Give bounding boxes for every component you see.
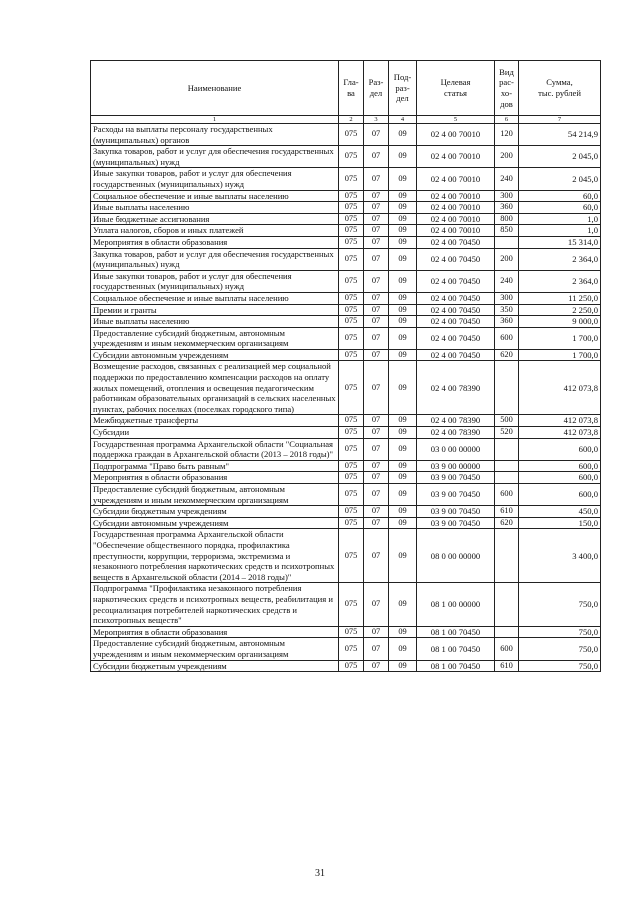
cell-name: Подпрограмма "Профилактика незаконного потребления наркотических средств и психотропных веществ, реабилитация и ресоциализация потребителей наркотических средств и психотропных веществ" — [91, 583, 339, 626]
cell-tselevaya: 08 1 00 70450 — [417, 660, 495, 672]
table-row — [91, 213, 601, 225]
cell-vid: 300 — [495, 190, 519, 202]
table-row — [91, 660, 601, 672]
cell-podrazdel: 09 — [389, 124, 417, 146]
cell-razdel: 07 — [364, 270, 389, 292]
cell-podrazdel: 09 — [389, 415, 417, 427]
table-row — [91, 316, 601, 328]
cell-vid: 300 — [495, 292, 519, 304]
cell-summa: 54 214,9 — [519, 124, 601, 146]
cell-razdel: 07 — [364, 292, 389, 304]
cell-tselevaya: 03 9 00 70450 — [417, 484, 495, 506]
cell-razdel: 07 — [364, 349, 389, 361]
table-row — [91, 361, 601, 415]
cell-summa: 2 364,0 — [519, 270, 601, 292]
cell-tselevaya: 02 4 00 70010 — [417, 202, 495, 214]
cell-razdel: 07 — [364, 202, 389, 214]
cell-podrazdel: 09 — [389, 427, 417, 439]
cell-vid — [495, 583, 519, 626]
cell-glava: 075 — [339, 506, 364, 518]
cell-name: Уплата налогов, сборов и иных платежей — [91, 225, 339, 237]
cell-name: Предоставление субсидий бюджетным, автономным учреждениям и иным некоммерческим организациям — [91, 638, 339, 660]
table-row — [91, 349, 601, 361]
cell-podrazdel: 09 — [389, 236, 417, 248]
cell-tselevaya: 03 0 00 00000 — [417, 438, 495, 460]
cell-tselevaya: 02 4 00 78390 — [417, 415, 495, 427]
cell-razdel: 07 — [364, 660, 389, 672]
cell-vid: 610 — [495, 660, 519, 672]
table-header-row — [91, 61, 601, 116]
cell-razdel: 07 — [364, 327, 389, 349]
cell-vid: 240 — [495, 168, 519, 190]
cell-razdel: 07 — [364, 427, 389, 439]
cell-podrazdel: 09 — [389, 292, 417, 304]
column-number: 3 — [364, 116, 389, 124]
cell-name: Закупка товаров, работ и услуг для обеспечения государственных (муниципальных) нужд — [91, 248, 339, 270]
cell-glava: 075 — [339, 190, 364, 202]
cell-podrazdel: 09 — [389, 202, 417, 214]
cell-name: Предоставление субсидий бюджетным, автономным учреждениям и иным некоммерческим организациям — [91, 327, 339, 349]
table-row — [91, 638, 601, 660]
cell-name: Предоставление субсидий бюджетным, автономным учреждениям и иным некоммерческим организациям — [91, 484, 339, 506]
cell-glava: 075 — [339, 484, 364, 506]
cell-podrazdel: 09 — [389, 660, 417, 672]
cell-tselevaya: 02 4 00 70450 — [417, 327, 495, 349]
cell-glava: 075 — [339, 236, 364, 248]
cell-razdel: 07 — [364, 146, 389, 168]
cell-podrazdel: 09 — [389, 484, 417, 506]
cell-glava: 075 — [339, 638, 364, 660]
cell-podrazdel: 09 — [389, 638, 417, 660]
cell-razdel: 07 — [364, 190, 389, 202]
cell-glava: 075 — [339, 660, 364, 672]
cell-podrazdel: 09 — [389, 460, 417, 472]
cell-glava: 075 — [339, 583, 364, 626]
cell-vid: 350 — [495, 304, 519, 316]
cell-name: Субсидии — [91, 427, 339, 439]
cell-razdel: 07 — [364, 583, 389, 626]
cell-podrazdel: 09 — [389, 304, 417, 316]
cell-summa: 600,0 — [519, 460, 601, 472]
cell-name: Иные выплаты населению — [91, 316, 339, 328]
header-tselevaya: Целевая статья — [417, 61, 495, 116]
table-row — [91, 438, 601, 460]
table-row — [91, 484, 601, 506]
cell-podrazdel: 09 — [389, 529, 417, 583]
cell-glava: 075 — [339, 146, 364, 168]
cell-vid — [495, 361, 519, 415]
cell-vid: 120 — [495, 124, 519, 146]
cell-summa: 1 700,0 — [519, 327, 601, 349]
cell-podrazdel: 09 — [389, 190, 417, 202]
cell-vid: 240 — [495, 270, 519, 292]
cell-vid: 200 — [495, 146, 519, 168]
cell-summa: 412 073,8 — [519, 415, 601, 427]
cell-name: Мероприятия в области образования — [91, 236, 339, 248]
header-vid: Вид рас- хо- дов — [495, 61, 519, 116]
cell-razdel: 07 — [364, 236, 389, 248]
cell-podrazdel: 09 — [389, 248, 417, 270]
table-row — [91, 190, 601, 202]
cell-podrazdel: 09 — [389, 146, 417, 168]
table-row — [91, 168, 601, 190]
cell-razdel: 07 — [364, 517, 389, 529]
cell-razdel: 07 — [364, 529, 389, 583]
cell-tselevaya: 02 4 00 78390 — [417, 361, 495, 415]
column-number: 2 — [339, 116, 364, 124]
cell-podrazdel: 09 — [389, 349, 417, 361]
cell-razdel: 07 — [364, 626, 389, 638]
budget-table-container — [90, 60, 600, 672]
page-number: 31 — [315, 868, 325, 879]
cell-name: Иные закупки товаров, работ и услуг для обеспечения государственных (муниципальных) нужд — [91, 270, 339, 292]
cell-name: Иные закупки товаров, работ и услуг для обеспечения государственных (муниципальных) нужд — [91, 168, 339, 190]
cell-tselevaya: 02 4 00 70010 — [417, 124, 495, 146]
cell-summa: 412 073,8 — [519, 361, 601, 415]
cell-tselevaya: 08 1 00 70450 — [417, 638, 495, 660]
cell-name: Социальное обеспечение и иные выплаты населению — [91, 190, 339, 202]
cell-tselevaya: 02 4 00 70010 — [417, 146, 495, 168]
cell-summa: 3 400,0 — [519, 529, 601, 583]
cell-podrazdel: 09 — [389, 316, 417, 328]
cell-tselevaya: 02 4 00 70450 — [417, 349, 495, 361]
cell-name: Социальное обеспечение и иные выплаты населению — [91, 292, 339, 304]
cell-summa: 2 250,0 — [519, 304, 601, 316]
cell-razdel: 07 — [364, 124, 389, 146]
cell-razdel: 07 — [364, 316, 389, 328]
table-row — [91, 472, 601, 484]
table-row — [91, 427, 601, 439]
budget-table — [90, 60, 601, 672]
cell-podrazdel: 09 — [389, 583, 417, 626]
cell-tselevaya: 02 4 00 70450 — [417, 236, 495, 248]
cell-tselevaya: 03 9 00 00000 — [417, 460, 495, 472]
column-number: 5 — [417, 116, 495, 124]
cell-podrazdel: 09 — [389, 270, 417, 292]
table-row — [91, 146, 601, 168]
column-number: 4 — [389, 116, 417, 124]
cell-podrazdel: 09 — [389, 626, 417, 638]
cell-tselevaya: 03 9 00 70450 — [417, 506, 495, 518]
cell-name: Иные бюджетные ассигнования — [91, 213, 339, 225]
header-razdel: Раз- дел — [364, 61, 389, 116]
cell-summa: 600,0 — [519, 472, 601, 484]
cell-summa: 600,0 — [519, 484, 601, 506]
table-row — [91, 460, 601, 472]
cell-glava: 075 — [339, 327, 364, 349]
cell-vid: 500 — [495, 415, 519, 427]
cell-summa: 9 000,0 — [519, 316, 601, 328]
cell-name: Премии и гранты — [91, 304, 339, 316]
cell-summa: 750,0 — [519, 660, 601, 672]
cell-vid: 800 — [495, 213, 519, 225]
cell-vid — [495, 460, 519, 472]
cell-summa: 600,0 — [519, 438, 601, 460]
table-row — [91, 415, 601, 427]
cell-summa: 11 250,0 — [519, 292, 601, 304]
header-podrazdel: Под- раз- дел — [389, 61, 417, 116]
cell-summa: 1,0 — [519, 225, 601, 237]
cell-glava: 075 — [339, 517, 364, 529]
cell-tselevaya: 02 4 00 70010 — [417, 225, 495, 237]
cell-name: Субсидии бюджетным учреждениям — [91, 506, 339, 518]
cell-glava: 075 — [339, 168, 364, 190]
cell-podrazdel: 09 — [389, 361, 417, 415]
cell-vid: 610 — [495, 506, 519, 518]
cell-vid: 200 — [495, 248, 519, 270]
cell-tselevaya: 03 9 00 70450 — [417, 472, 495, 484]
cell-name: Государственная программа Архангельской области "Обеспечение общественного порядка, профилактика преступности, коррупции, терроризма, экстремизма и незаконного потребления наркотических средств и психотропных веществ в Архангельской области (2014 – 2018 годы)" — [91, 529, 339, 583]
cell-summa: 1 700,0 — [519, 349, 601, 361]
cell-summa: 2 045,0 — [519, 168, 601, 190]
cell-summa: 60,0 — [519, 190, 601, 202]
cell-podrazdel: 09 — [389, 213, 417, 225]
cell-vid: 520 — [495, 427, 519, 439]
cell-name: Субсидии автономным учреждениям — [91, 517, 339, 529]
table-body — [91, 124, 601, 672]
cell-tselevaya: 02 4 00 70010 — [417, 213, 495, 225]
cell-glava: 075 — [339, 248, 364, 270]
cell-tselevaya: 08 1 00 00000 — [417, 583, 495, 626]
cell-podrazdel: 09 — [389, 225, 417, 237]
cell-summa: 412 073,8 — [519, 427, 601, 439]
cell-glava: 075 — [339, 225, 364, 237]
cell-vid: 600 — [495, 638, 519, 660]
cell-podrazdel: 09 — [389, 517, 417, 529]
cell-razdel: 07 — [364, 638, 389, 660]
cell-podrazdel: 09 — [389, 168, 417, 190]
cell-tselevaya: 02 4 00 70010 — [417, 190, 495, 202]
table-row — [91, 626, 601, 638]
cell-name: Межбюджетные трансферты — [91, 415, 339, 427]
cell-summa: 2 364,0 — [519, 248, 601, 270]
table-row — [91, 124, 601, 146]
cell-glava: 075 — [339, 529, 364, 583]
cell-name: Подпрограмма "Право быть равным" — [91, 460, 339, 472]
cell-razdel: 07 — [364, 213, 389, 225]
table-row — [91, 270, 601, 292]
cell-tselevaya: 02 4 00 70450 — [417, 292, 495, 304]
cell-vid: 620 — [495, 517, 519, 529]
cell-summa: 150,0 — [519, 517, 601, 529]
cell-razdel: 07 — [364, 304, 389, 316]
cell-name: Субсидии бюджетным учреждениям — [91, 660, 339, 672]
cell-summa: 750,0 — [519, 626, 601, 638]
cell-name: Расходы на выплаты персоналу государственных (муниципальных) органов — [91, 124, 339, 146]
table-row — [91, 225, 601, 237]
cell-vid — [495, 626, 519, 638]
cell-glava: 075 — [339, 472, 364, 484]
cell-glava: 075 — [339, 626, 364, 638]
cell-razdel: 07 — [364, 225, 389, 237]
cell-name: Мероприятия в области образования — [91, 626, 339, 638]
cell-summa: 15 314,0 — [519, 236, 601, 248]
cell-summa: 1,0 — [519, 213, 601, 225]
cell-vid: 850 — [495, 225, 519, 237]
cell-summa: 750,0 — [519, 583, 601, 626]
header-glava: Гла- ва — [339, 61, 364, 116]
column-number: 7 — [519, 116, 601, 124]
cell-tselevaya: 03 9 00 70450 — [417, 517, 495, 529]
cell-podrazdel: 09 — [389, 327, 417, 349]
cell-glava: 075 — [339, 438, 364, 460]
cell-glava: 075 — [339, 124, 364, 146]
cell-razdel: 07 — [364, 438, 389, 460]
cell-vid: 600 — [495, 484, 519, 506]
table-row — [91, 304, 601, 316]
cell-razdel: 07 — [364, 460, 389, 472]
cell-glava: 075 — [339, 213, 364, 225]
table-row — [91, 236, 601, 248]
header-name: Наименование — [91, 61, 339, 116]
cell-vid: 600 — [495, 327, 519, 349]
cell-glava: 075 — [339, 361, 364, 415]
cell-podrazdel: 09 — [389, 438, 417, 460]
cell-name: Закупка товаров, работ и услуг для обеспечения государственных (муниципальных) нужд — [91, 146, 339, 168]
cell-vid — [495, 236, 519, 248]
table-row — [91, 517, 601, 529]
column-number: 1 — [91, 116, 339, 124]
cell-podrazdel: 09 — [389, 506, 417, 518]
cell-glava: 075 — [339, 202, 364, 214]
cell-tselevaya: 02 4 00 78390 — [417, 427, 495, 439]
cell-tselevaya: 08 1 00 70450 — [417, 626, 495, 638]
cell-summa: 450,0 — [519, 506, 601, 518]
cell-glava: 075 — [339, 292, 364, 304]
cell-glava: 075 — [339, 349, 364, 361]
cell-name: Возмещение расходов, связанных с реализацией мер социальной поддержки по предоставлению компенсации расходов на оплату жилых помещений, отопления и освещения педагогическим работникам образовательных организаций в сельских населенных пунктах, рабочих поселках (поселках городского типа) — [91, 361, 339, 415]
cell-glava: 075 — [339, 460, 364, 472]
cell-glava: 075 — [339, 304, 364, 316]
table-row — [91, 292, 601, 304]
header-summa: Сумма, тыс. рублей — [519, 61, 601, 116]
cell-razdel: 07 — [364, 484, 389, 506]
cell-vid — [495, 529, 519, 583]
cell-tselevaya: 08 0 00 00000 — [417, 529, 495, 583]
cell-razdel: 07 — [364, 506, 389, 518]
cell-razdel: 07 — [364, 361, 389, 415]
cell-name: Иные выплаты населению — [91, 202, 339, 214]
cell-razdel: 07 — [364, 248, 389, 270]
cell-tselevaya: 02 4 00 70450 — [417, 304, 495, 316]
cell-vid: 360 — [495, 202, 519, 214]
table-row — [91, 529, 601, 583]
cell-summa: 750,0 — [519, 638, 601, 660]
cell-glava: 075 — [339, 270, 364, 292]
table-row — [91, 506, 601, 518]
column-number-row — [91, 116, 601, 124]
cell-razdel: 07 — [364, 472, 389, 484]
cell-glava: 075 — [339, 415, 364, 427]
cell-name: Государственная программа Архангельской области "Социальная поддержка граждан в Архангельской области (2013 – 2018 годы)" — [91, 438, 339, 460]
cell-summa: 60,0 — [519, 202, 601, 214]
cell-razdel: 07 — [364, 168, 389, 190]
table-row — [91, 248, 601, 270]
cell-podrazdel: 09 — [389, 472, 417, 484]
cell-summa: 2 045,0 — [519, 146, 601, 168]
cell-razdel: 07 — [364, 415, 389, 427]
table-row — [91, 327, 601, 349]
table-row — [91, 583, 601, 626]
cell-name: Субсидии автономным учреждениям — [91, 349, 339, 361]
cell-name: Мероприятия в области образования — [91, 472, 339, 484]
cell-tselevaya: 02 4 00 70450 — [417, 270, 495, 292]
cell-tselevaya: 02 4 00 70010 — [417, 168, 495, 190]
cell-vid — [495, 438, 519, 460]
cell-vid — [495, 472, 519, 484]
cell-tselevaya: 02 4 00 70450 — [417, 316, 495, 328]
cell-vid: 620 — [495, 349, 519, 361]
cell-tselevaya: 02 4 00 70450 — [417, 248, 495, 270]
cell-vid: 360 — [495, 316, 519, 328]
table-row — [91, 202, 601, 214]
column-number: 6 — [495, 116, 519, 124]
cell-glava: 075 — [339, 427, 364, 439]
cell-glava: 075 — [339, 316, 364, 328]
